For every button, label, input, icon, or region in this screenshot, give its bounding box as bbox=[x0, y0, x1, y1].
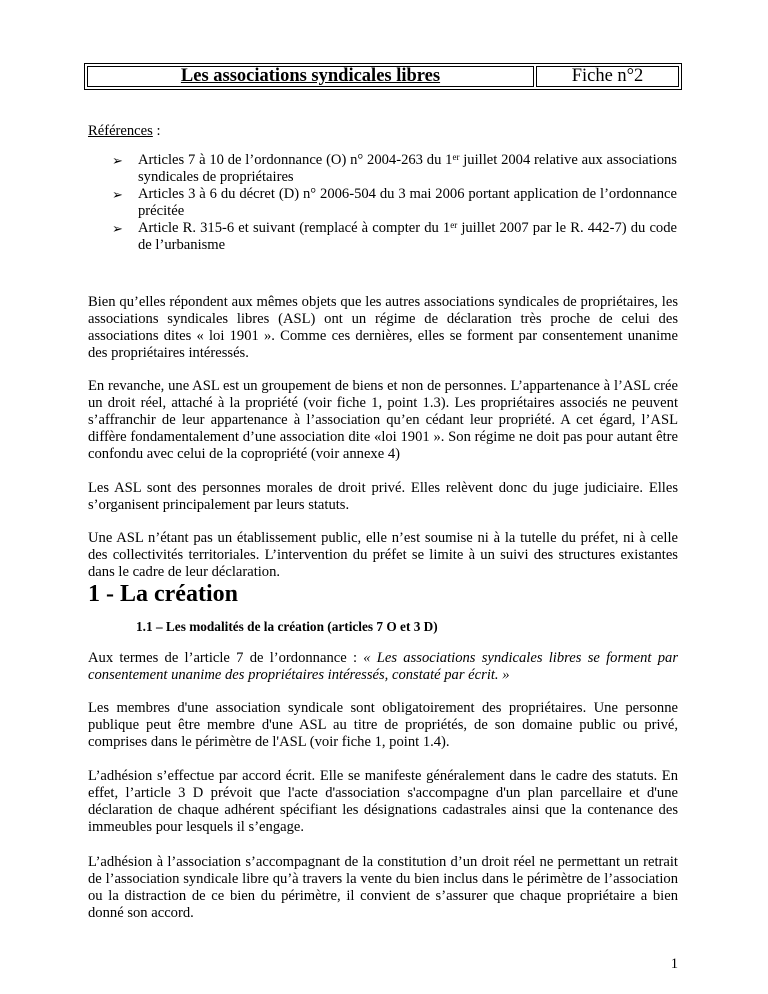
paragraph-groupement: En revanche, une ASL est un groupement de biens et non de personnes. L’appartenance à l’ASL crée un droit réel, attaché à la propriété (voir fiche 1, point 1.3). Les propriétaires associés ne peuvent s’affranchir de leur appartenance à l’association qu’en cédant leur propriété. A cet égard, l’ASL diffère fondamentalement d’une association dite «loi 1901 ». Son régime ne doit pas pour autant être confondu avec celui de la copropriété (voir annexe 4) bbox=[88, 378, 678, 462]
paragraph-droit-reel: L’adhésion à l’association s’accompagnant de la constitution d’un droit réel ne permettant un retrait de l’association syndicale libre qu’à travers la vente du bien inclus dans le périmètre de l’association ou la distraction de ce bien du périmètre, il convient de s’assurer que chaque propriétaire a bien donné son accord. bbox=[88, 854, 678, 921]
paragraph-article7: Aux termes de l’article 7 de l’ordonnance : « Les associations syndicales libres se forment par consentement unanime des propriétaires intéressés, constaté par écrit. » bbox=[88, 650, 679, 683]
list-item: ➢ Articles 3 à 6 du décret (D) n° 2006-504 du 3 mai 2006 portant application de l’ordonnance précitée bbox=[112, 186, 677, 219]
list-item: ➢ Article R. 315-6 et suivant (remplacé à compter du 1er juillet 2007 par le R. 442-7) du code de l’urbanisme bbox=[112, 220, 677, 253]
page-number: 1 bbox=[670, 956, 678, 972]
title-box bbox=[84, 63, 682, 90]
arrow-bullet-icon: ➢ bbox=[112, 221, 123, 236]
paragraph-tutelle: Une ASL n’étant pas un établissement public, elle n’est soumise ni à la tutelle du préfet, ni à celle des collectivités territoriales. L’intervention du préfet se limite à un suivi des structures existantes dans le cadre de leur déclaration. bbox=[88, 530, 678, 580]
list-item: ➢ Articles 7 à 10 de l’ordonnance (O) n° 2004-263 du 1er juillet 2004 relative aux associations syndicales de propriétaires bbox=[112, 152, 677, 185]
paragraph-personnes-morales: Les ASL sont des personnes morales de droit privé. Elles relèvent donc du juge judiciaire. Elles s’organisent principalement par leurs statuts. bbox=[88, 480, 678, 513]
subsection-heading: 1.1 – Les modalités de la création (articles 7 O et 3 D) bbox=[136, 619, 438, 634]
section-heading: 1 - La création bbox=[88, 581, 238, 607]
paragraph-intro: Bien qu’elles répondent aux mêmes objets que les autres associations syndicales de propriétaires, les associations syndicales libres (ASL) ont un régime de déclaration très proche de celui des associations dites « loi 1901 ». Comme ces dernières, elles se forment par consentement unanime des propriétaires intéressés. bbox=[88, 294, 678, 361]
document-title: Les associations syndicales libres bbox=[87, 66, 534, 87]
paragraph-membres: Les membres d'une association syndicale sont obligatoirement des propriétaires. Une personne publique peut être membre d'une ASL au titre de propriétés, de son domaine public ou privé, comprises dans le périmètre de l'ASL (voir fiche 1, point 1.4). bbox=[88, 700, 678, 750]
paragraph-adhesion: L’adhésion s’effectue par accord écrit. Elle se manifeste généralement dans le cadre des statuts. En effet, l’article 3 D prévoit que l'acte d'association s'accompagne d'un plan parcellaire et d'une déclaration de chaque adhérent spécifiant les désignations cadastrales ainsi que la contenance des immeubles pour lesquels il s’engage. bbox=[88, 768, 678, 835]
arrow-bullet-icon: ➢ bbox=[112, 153, 123, 168]
references-label: Références : bbox=[88, 123, 161, 139]
fiche-number: Fiche n°2 bbox=[536, 66, 679, 87]
arrow-bullet-icon: ➢ bbox=[112, 187, 123, 202]
references-list bbox=[112, 152, 677, 254]
